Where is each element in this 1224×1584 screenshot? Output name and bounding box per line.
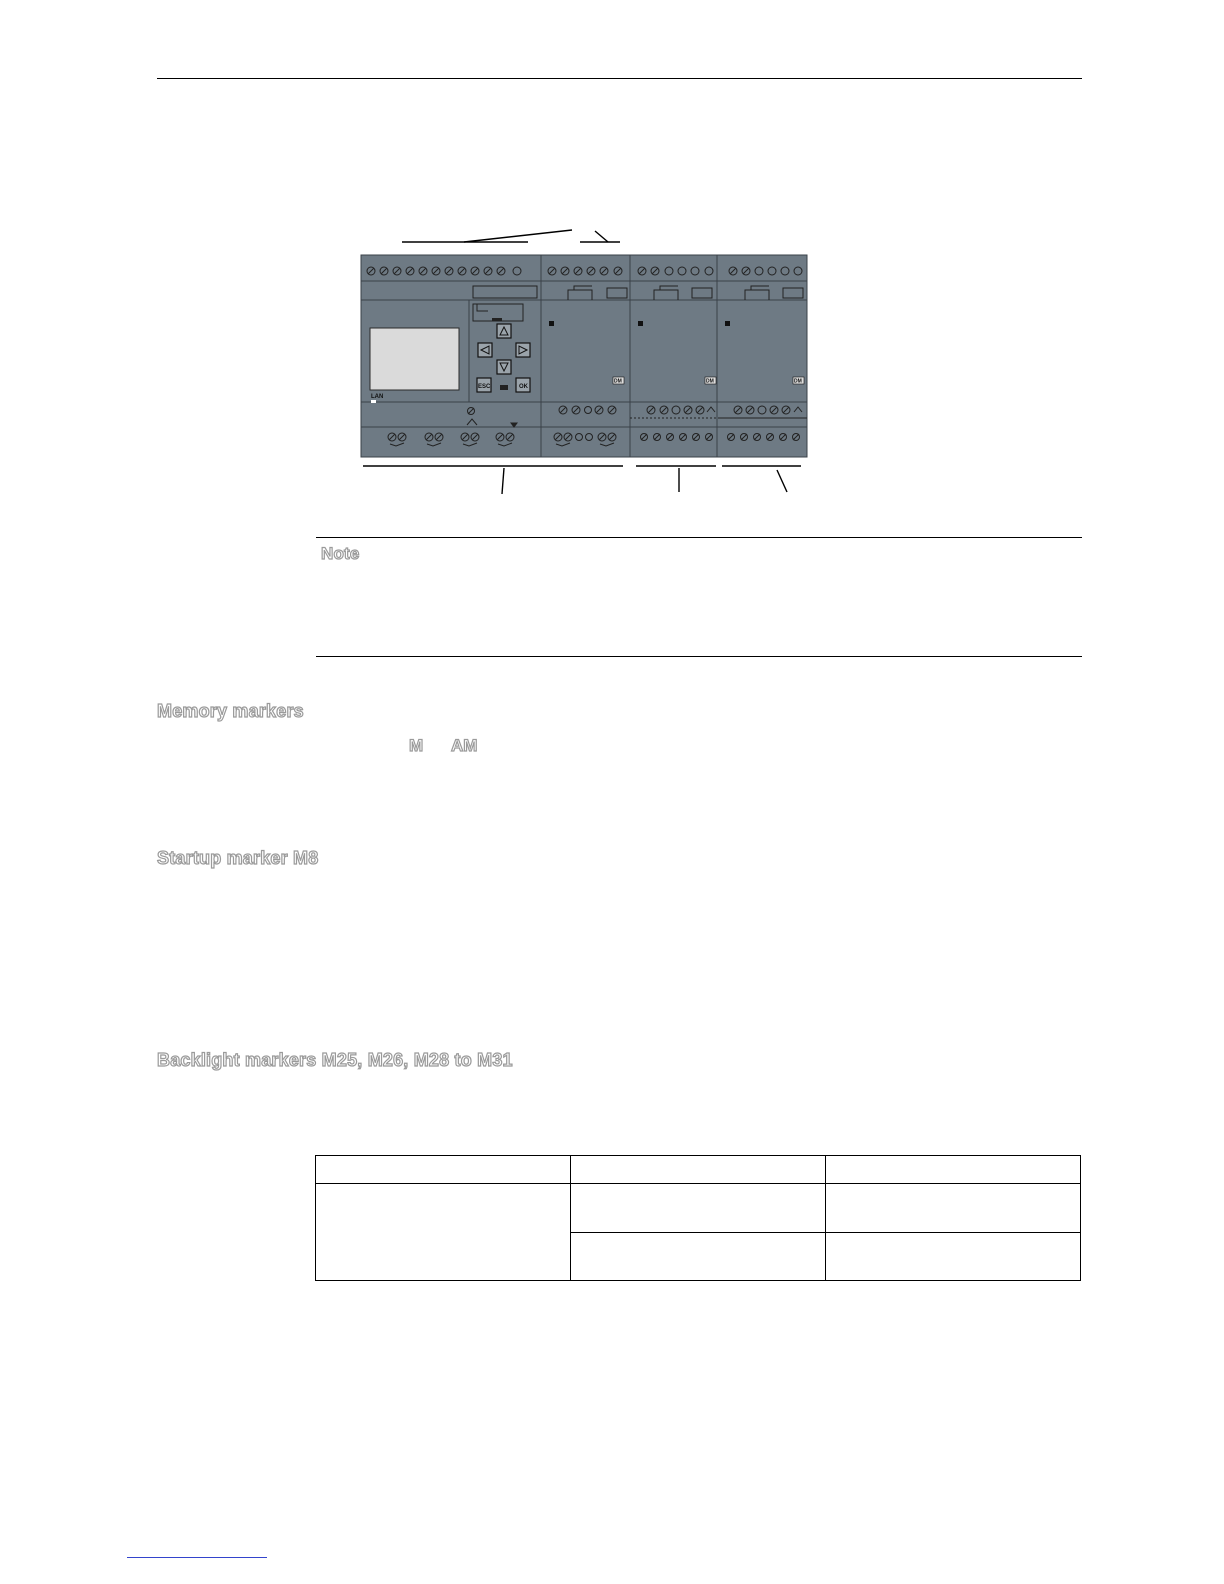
table-cell [316,1184,571,1281]
footer-link-underline[interactable] [127,1557,267,1558]
lcd-screen [370,328,459,390]
module-tag-3: DM [794,378,802,385]
note-label: Note [321,544,360,563]
backlight-markers-heading: Backlight markers M25, M26, M28 to M31 [157,1050,513,1070]
module-tag-1: DM [614,378,622,385]
table-cell [571,1232,826,1281]
table-cell [316,1156,571,1184]
table-cell [826,1156,1081,1184]
logo-device-figure [330,220,820,500]
esc-button-label: ESC [478,384,491,390]
table-cell [571,1156,826,1184]
startup-marker-heading: Startup marker M8 [157,848,319,868]
table-cell [826,1232,1081,1281]
note-top-rule [316,537,1082,538]
memory-markers-heading: Memory markers [157,701,304,721]
table-cell [826,1184,1081,1233]
table-cell [571,1184,826,1233]
module-tag-2: DM [706,378,714,385]
note-bottom-rule [316,656,1082,657]
operand-am: AM [451,736,478,755]
operand-m: M [409,736,424,755]
header-rule [157,78,1082,79]
callout-lines-top [402,230,620,242]
ok-button-label: OK [519,384,528,390]
lcd-label: LAN [371,394,384,400]
table-row [316,1184,1081,1233]
backlight-table [315,1155,1081,1281]
callout-lines-bottom [363,466,801,494]
table-header-row [316,1156,1081,1184]
